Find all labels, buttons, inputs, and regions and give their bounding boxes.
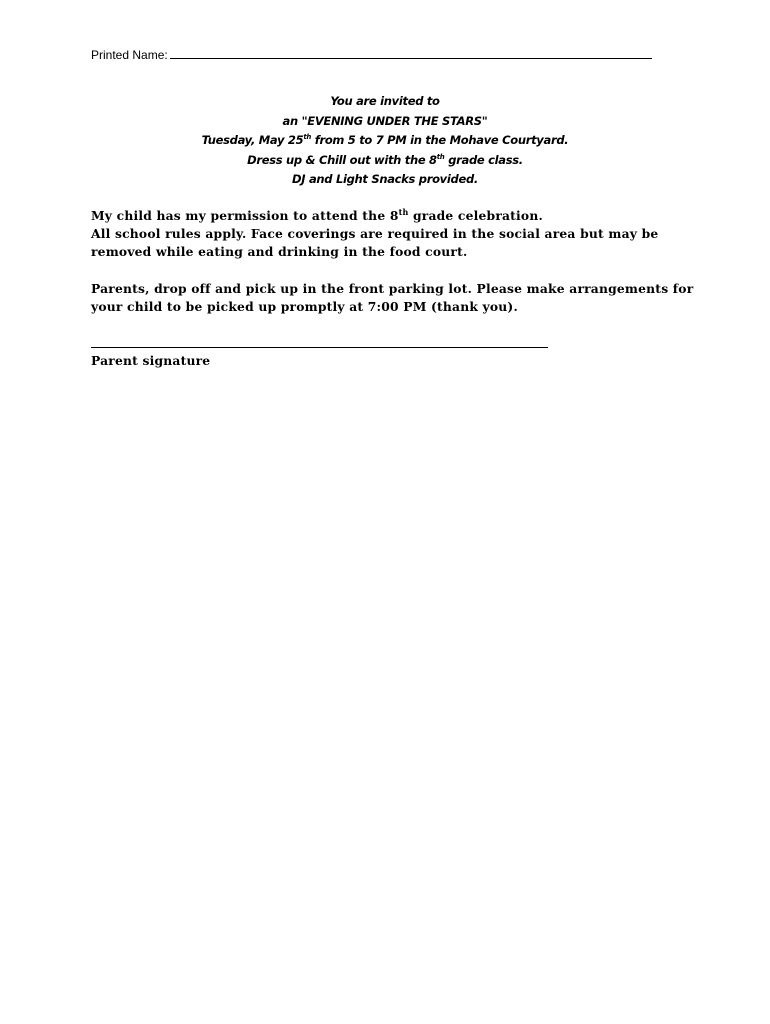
printed-name-label: Printed Name: xyxy=(91,48,168,62)
invitation-date-suffix: th xyxy=(303,133,312,142)
invitation-date: Tuesday, May 25 xyxy=(201,133,304,147)
invitation-dress-text: Dress up & Chill out with the 8 xyxy=(247,152,437,167)
parents-paragraph: Parents, drop off and pick up in the front parking lot. Please make arrangements for your child to be picked up promptly at 7:00 PM (thank you). xyxy=(91,281,694,314)
invitation-line-2: an "EVENING UNDER THE STARS" xyxy=(282,113,488,128)
invitation-block xyxy=(0,92,770,190)
permission-paragraph xyxy=(91,207,711,261)
invitation-grade-suffix: th xyxy=(436,152,445,161)
permission-rules: All school rules apply. Face coverings are required in the social area but may be removed while eating and drinking in the food court. xyxy=(91,226,659,259)
invitation-line-4 xyxy=(0,151,770,171)
signature-label: Parent signature xyxy=(91,353,211,368)
signature-line[interactable] xyxy=(91,347,548,348)
permission-line-1 xyxy=(91,207,711,225)
permission-text-end: grade celebration. xyxy=(408,208,543,223)
printed-name-field xyxy=(91,47,652,63)
printed-name-blank-line[interactable] xyxy=(170,47,652,59)
invitation-line-5: DJ and Light Snacks provided. xyxy=(292,172,478,186)
invitation-line-1: You are invited to xyxy=(330,94,440,108)
permission-grade-suffix: th xyxy=(398,206,409,217)
permission-text-start: My child has my permission to attend the 8 xyxy=(91,208,399,223)
invitation-time-place: from 5 to 7 PM in the Mohave Courtyard. xyxy=(311,133,569,147)
invitation-class-text: grade class. xyxy=(444,152,523,167)
invitation-line-3 xyxy=(0,131,770,151)
